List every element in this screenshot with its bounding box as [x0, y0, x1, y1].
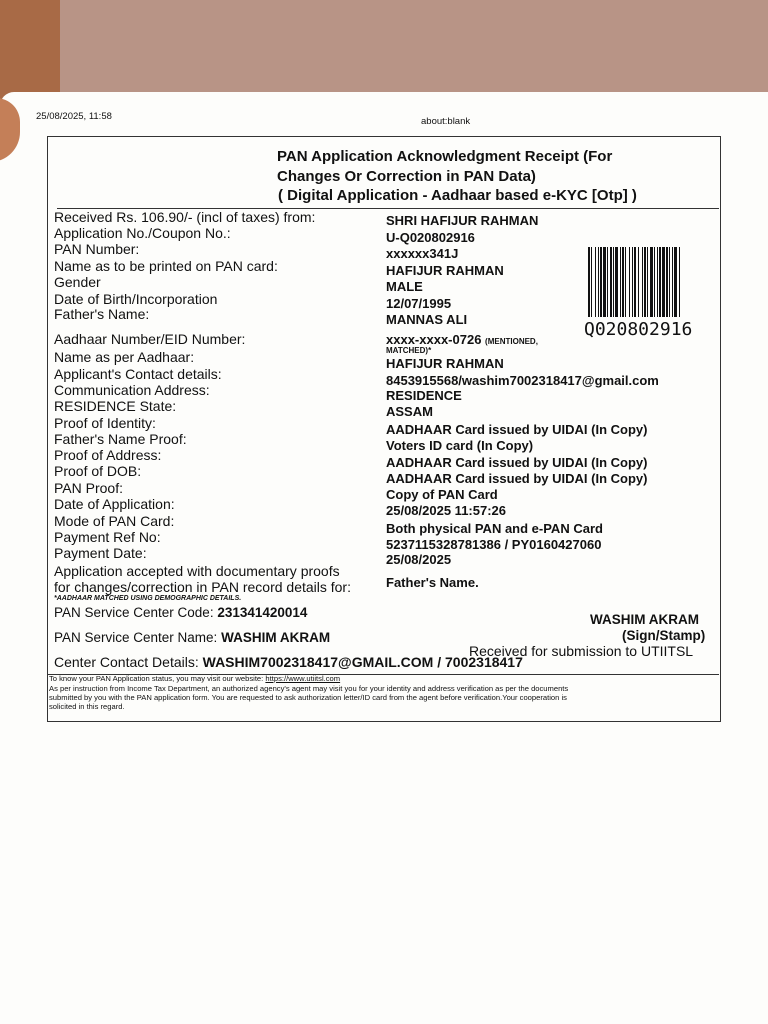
- value-communication-address: RESIDENCE: [386, 388, 462, 403]
- photo-background: [0, 0, 768, 92]
- service-center-name: [54, 630, 330, 645]
- barcode-bar: [598, 247, 599, 317]
- title-line-1: PAN Application Acknowledgment Receipt (For: [277, 148, 613, 165]
- value-print-name: HAFIJUR RAHMAN: [386, 263, 504, 278]
- value-aadhaar-name: HAFIJUR RAHMAN: [386, 356, 504, 371]
- value-application-no: U-Q020802916: [386, 230, 475, 245]
- value-pan-mode: Both physical PAN and e-PAN Card: [386, 521, 603, 536]
- barcode-number: Q020802916: [584, 319, 693, 340]
- barcode-image: [588, 247, 716, 317]
- label-dob: Date of Birth/Incorporation: [54, 291, 218, 307]
- aadhaar-status-2: MATCHED)*: [386, 346, 432, 355]
- value-father-proof: Voters ID card (In Copy): [386, 438, 534, 453]
- label-payment-date: Payment Date:: [54, 545, 147, 561]
- value-gender: MALE: [386, 279, 423, 294]
- value-proof-address: AADHAAR Card issued by UIDAI (In Copy): [386, 455, 648, 470]
- label-application-date: Date of Application:: [54, 496, 175, 512]
- value-payment-ref: 5237115328781386 / PY0160427060: [386, 537, 602, 552]
- value-pan-proof: Copy of PAN Card: [386, 487, 498, 502]
- aadhaar-status-1: (MENTIONED,: [485, 337, 538, 346]
- barcode-bar: [662, 247, 665, 317]
- label-pan-number: PAN Number:: [54, 241, 140, 257]
- barcode-bar: [659, 247, 661, 317]
- aadhaar-match-note: *AADHAAR MATCHED USING DEMOGRAPHIC DETAILS.: [54, 595, 242, 602]
- received-for-submission: Received for submission to UTIITSL: [469, 643, 694, 659]
- barcode-bar: [666, 247, 668, 317]
- barcode-bar: [669, 247, 670, 317]
- label-contact-details: Applicant's Contact details:: [54, 366, 222, 382]
- barcode-bar: [622, 247, 624, 317]
- center-contact-value: WASHIM7002318417@GMAIL.COM / 7002318417: [202, 654, 523, 670]
- footer-status-text: To know your PAN Application status, you may visit our website:: [49, 674, 264, 683]
- label-residence-state: RESIDENCE State:: [54, 398, 177, 414]
- barcode-bar: [595, 247, 596, 317]
- receipt-title: [57, 140, 719, 209]
- service-center-name-label: PAN Service Center Name:: [54, 630, 218, 645]
- barcode-bar: [632, 247, 633, 317]
- footer-notice-1: As per instruction from Income Tax Department, an authorized agency's agent may visit you for your identity and address verification as per the documents: [49, 684, 569, 693]
- barcode-bar: [620, 247, 621, 317]
- title-line-2: Changes Or Correction in PAN Data): [277, 168, 536, 185]
- label-documents-1: Application accepted with documentary proofs: [54, 563, 340, 579]
- value-father-name: MANNAS ALI: [386, 312, 468, 327]
- barcode-bar: [644, 247, 646, 317]
- service-center-code: [54, 605, 307, 620]
- value-pan-number: xxxxxx341J: [386, 246, 459, 261]
- print-url: about:blank: [421, 116, 471, 127]
- aadhaar-number-text: xxxx-xxxx-0726: [386, 332, 482, 347]
- barcode-bar: [638, 247, 639, 317]
- value-proof-dob: AADHAAR Card issued by UIDAI (In Copy): [386, 471, 648, 486]
- print-datetime: 25/08/2025, 11:58: [36, 111, 112, 122]
- barcode-bar: [672, 247, 673, 317]
- barcode-bar: [679, 247, 680, 317]
- value-contact-details: 8453915568/washim7002318417@gmail.com: [386, 373, 659, 388]
- barcode-bar: [588, 247, 590, 317]
- value-received-from: SHRI HAFIJUR RAHMAN: [386, 213, 539, 228]
- label-father-name: Father's Name:: [54, 306, 150, 322]
- value-documents: Father's Name.: [386, 575, 479, 590]
- barcode-bar: [600, 247, 602, 317]
- label-gender: Gender: [54, 274, 101, 290]
- barcode-bar: [615, 247, 618, 317]
- center-contact-label: Center Contact Details:: [54, 654, 199, 670]
- label-print-name: Name as to be printed on PAN card:: [54, 258, 278, 274]
- footer-notice-2: submitted by you with the PAN application form. You are requested to ask authorization letter/ID card from the agent before verification.Your cooperation is: [49, 693, 567, 702]
- service-center-code-label: PAN Service Center Code:: [54, 605, 214, 620]
- label-proof-address: Proof of Address:: [54, 447, 162, 463]
- sign-stamp: (Sign/Stamp): [622, 628, 706, 643]
- value-payment-date: 25/08/2025: [386, 552, 452, 567]
- barcode-bar: [634, 247, 636, 317]
- barcode-bar: [674, 247, 677, 317]
- barcode-bar: [647, 247, 648, 317]
- barcode-bar: [613, 247, 614, 317]
- center-contact: [54, 654, 523, 670]
- barcode-bar: [603, 247, 606, 317]
- barcode-bar: [625, 247, 626, 317]
- label-proof-identity: Proof of Identity:: [54, 415, 156, 431]
- label-communication-address: Communication Address:: [54, 382, 210, 398]
- label-pan-mode: Mode of PAN Card:: [54, 513, 175, 529]
- barcode-bar: [650, 247, 653, 317]
- service-center-code-value: 231341420014: [217, 605, 308, 620]
- barcode-bar: [591, 247, 592, 317]
- label-payment-ref: Payment Ref No:: [54, 529, 161, 545]
- barcode-bar: [642, 247, 643, 317]
- value-application-date: 25/08/2025 11:57:26: [386, 503, 506, 518]
- value-residence-state: ASSAM: [386, 404, 433, 419]
- barcode-bar: [629, 247, 630, 317]
- label-aadhaar-number: Aadhaar Number/EID Number:: [54, 331, 246, 347]
- label-proof-dob: Proof of DOB:: [54, 463, 142, 479]
- barcode-bar: [657, 247, 658, 317]
- value-dob: 12/07/1995: [386, 296, 452, 311]
- label-pan-proof: PAN Proof:: [54, 480, 123, 496]
- website-link[interactable]: https://www.utiitsl.com: [265, 674, 341, 683]
- label-aadhaar-name: Name as per Aadhaar:: [54, 349, 195, 365]
- barcode-bar: [654, 247, 655, 317]
- value-proof-identity: AADHAAR Card issued by UIDAI (In Copy): [386, 422, 648, 437]
- label-father-proof: Father's Name Proof:: [54, 431, 187, 447]
- barcode-bar: [607, 247, 608, 317]
- title-line-3: ( Digital Application - Aadhaar based e-KYC [Otp] ): [278, 187, 637, 204]
- footer-notice-3: solicited in this regard.: [49, 702, 125, 711]
- label-received: Received Rs. 106.90/- (incl of taxes) from:: [54, 209, 316, 225]
- label-documents-2: for changes/correction in PAN record details for:: [54, 579, 351, 595]
- barcode-bar: [610, 247, 612, 317]
- signatory-name: WASHIM AKRAM: [590, 612, 699, 627]
- footer-status: [49, 674, 340, 683]
- service-center-name-value: WASHIM AKRAM: [221, 630, 331, 645]
- label-application-no: Application No./Coupon No.:: [54, 225, 231, 241]
